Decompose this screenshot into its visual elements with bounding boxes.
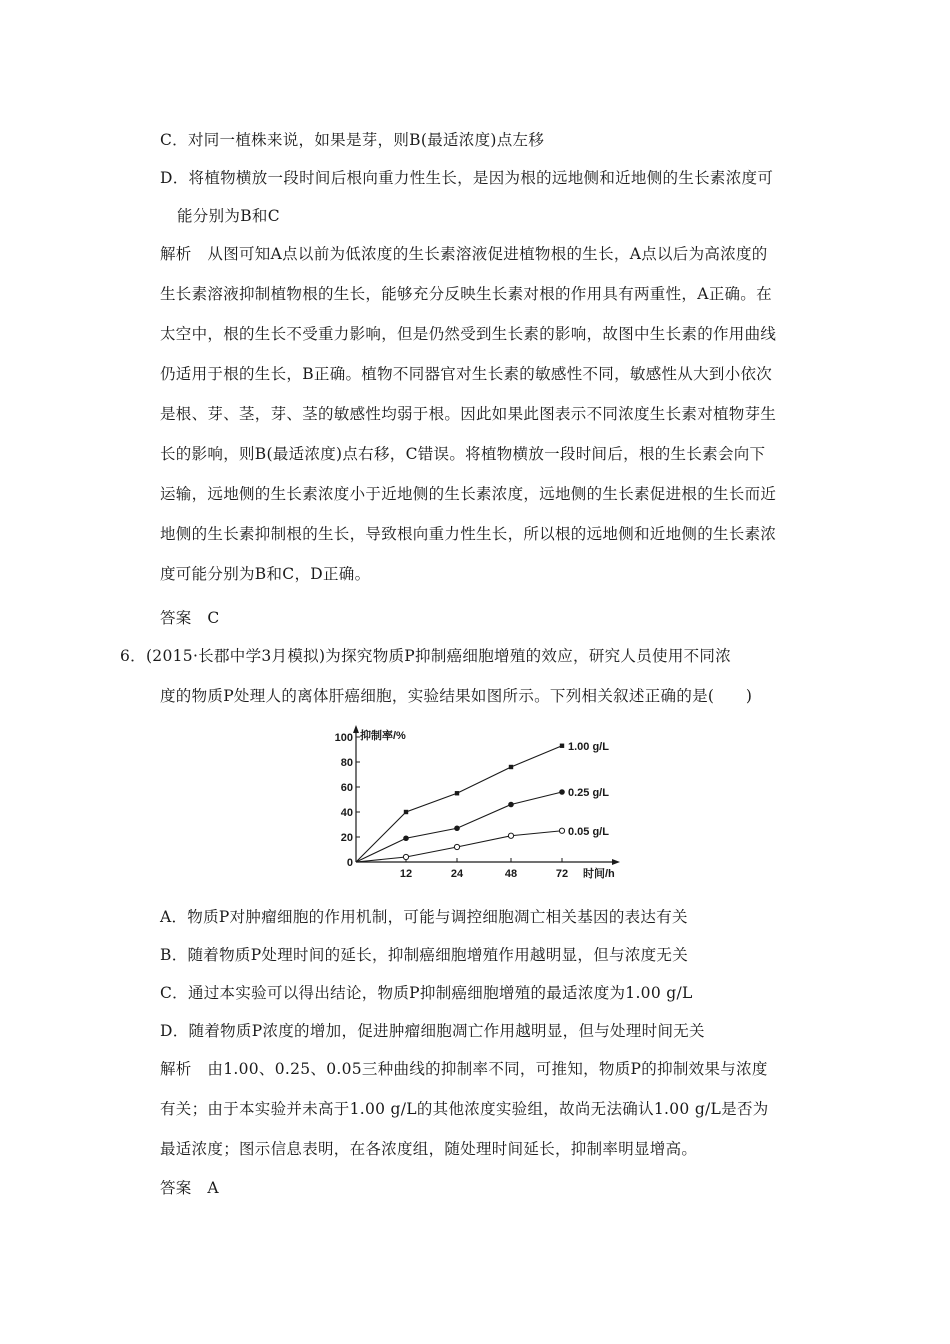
analysis-line: 解析 从图可知A点以前为低浓度的生长素溶液促进植物根的生长，A点以后为高浓度的	[160, 245, 768, 263]
x-tick-label: 12	[399, 868, 413, 880]
analysis-line: 太空中，根的生长不受重力影响，但是仍然受到生长素的影响，故图中生长素的作用曲线	[160, 325, 777, 343]
analysis-line: 是根、芽、茎，芽、茎的敏感性均弱于根。因此如果此图表示不同浓度生长素对植物芽生	[160, 405, 777, 423]
y-tick-label: 60	[340, 782, 353, 794]
data-point	[508, 833, 513, 838]
question-6-stem-line-1: 6．(2015·长郡中学3月模拟)为探究物质P抑制癌细胞增殖的效应，研究人员使用不同浓	[120, 647, 732, 665]
y-tick-label: 80	[340, 757, 353, 769]
answer-c: 答案 C	[160, 609, 220, 627]
data-point	[454, 825, 460, 831]
option-d-line-2: 能分别为B和C	[177, 207, 280, 225]
option-c: C．通过本实验可以得出结论，物质P抑制癌细胞增殖的最适浓度为1.00 g/L	[160, 984, 693, 1002]
data-point	[403, 835, 409, 841]
analysis-line: 运输，远地侧的生长素浓度小于近地侧的生长素浓度，远地侧的生长素促进根的生长而近	[160, 485, 777, 503]
x-axis-label: 时间/h	[583, 868, 615, 880]
series-label: 1.00 g/L	[568, 740, 609, 753]
data-point	[560, 744, 564, 748]
series-label: 0.25 g/L	[568, 787, 609, 799]
data-point	[404, 810, 408, 814]
analysis-line: 仍适用于根的生长，B正确。植物不同器官对生长素的敏感性不同，敏感性从大到小依次	[160, 365, 773, 383]
analysis-line: 地侧的生长素抑制根的生长，导致根向重力性生长，所以根的远地侧和近地侧的生长素浓	[160, 525, 777, 543]
option-d-line-1: D．将植物横放一段时间后根向重力性生长，是因为根的远地侧和近地侧的生长素浓度可	[160, 169, 774, 187]
question-6-stem-line-2: 度的物质P处理人的离体肝癌细胞，实验结果如图所示。下列相关叙述正确的是( )	[160, 687, 753, 705]
y-tick-label: 0	[346, 857, 353, 869]
inhibition-rate-chart	[334, 722, 628, 882]
analysis-line: 度可能分别为B和C，D正确。	[160, 565, 371, 583]
y-tick-label: 100	[334, 732, 353, 744]
analysis-line: 最适浓度；图示信息表明，在各浓度组，随处理时间延长，抑制率明显增高。	[160, 1140, 698, 1158]
y-axis	[353, 725, 359, 862]
analysis-line: 解析 由1.00、0.25、0.05三种曲线的抑制率不同，可推知，物质P的抑制效果与浓度	[160, 1060, 768, 1078]
y-axis-label: 抑制率/%	[360, 730, 406, 742]
data-point	[559, 828, 564, 833]
x-tick-label: 24	[450, 868, 464, 880]
series-label: 0.05 g/L	[568, 825, 609, 838]
data-point	[508, 802, 514, 808]
option-c: C．对同一植株来说，如果是芽，则B(最适浓度)点左移	[160, 131, 545, 149]
y-tick-label: 20	[340, 832, 353, 844]
x-tick-label: 48	[504, 868, 518, 880]
analysis-line: 有关；由于本实验并未高于1.00 g/L的其他浓度实验组，故尚无法确认1.00 g/L是否为	[160, 1100, 769, 1118]
option-b: B．随着物质P处理时间的延长，抑制癌细胞增殖作用越明显，但与浓度无关	[160, 946, 689, 964]
option-d: D．随着物质P浓度的增加，促进肿瘤细胞凋亡作用越明显，但与处理时间无关	[160, 1022, 705, 1040]
data-point	[454, 844, 459, 849]
x-tick-label: 72	[555, 868, 569, 880]
data-point	[403, 854, 408, 859]
data-point	[455, 791, 459, 795]
option-a: A．物质P对肿瘤细胞的作用机制，可能与调控细胞凋亡相关基因的表达有关	[160, 908, 688, 926]
y-tick-label: 40	[340, 807, 353, 819]
data-point	[509, 765, 513, 769]
answer-a: 答案 A	[160, 1179, 219, 1197]
x-axis	[356, 859, 620, 865]
data-point	[559, 789, 565, 795]
analysis-line: 长的影响，则B(最适浓度)点右移，C错误。将植物横放一段时间后，根的生长素会向下	[160, 445, 766, 463]
series-line	[356, 746, 562, 862]
analysis-line: 生长素溶液抑制植物根的生长，能够充分反映生长素对根的作用具有两重性，A正确。在	[160, 285, 772, 303]
